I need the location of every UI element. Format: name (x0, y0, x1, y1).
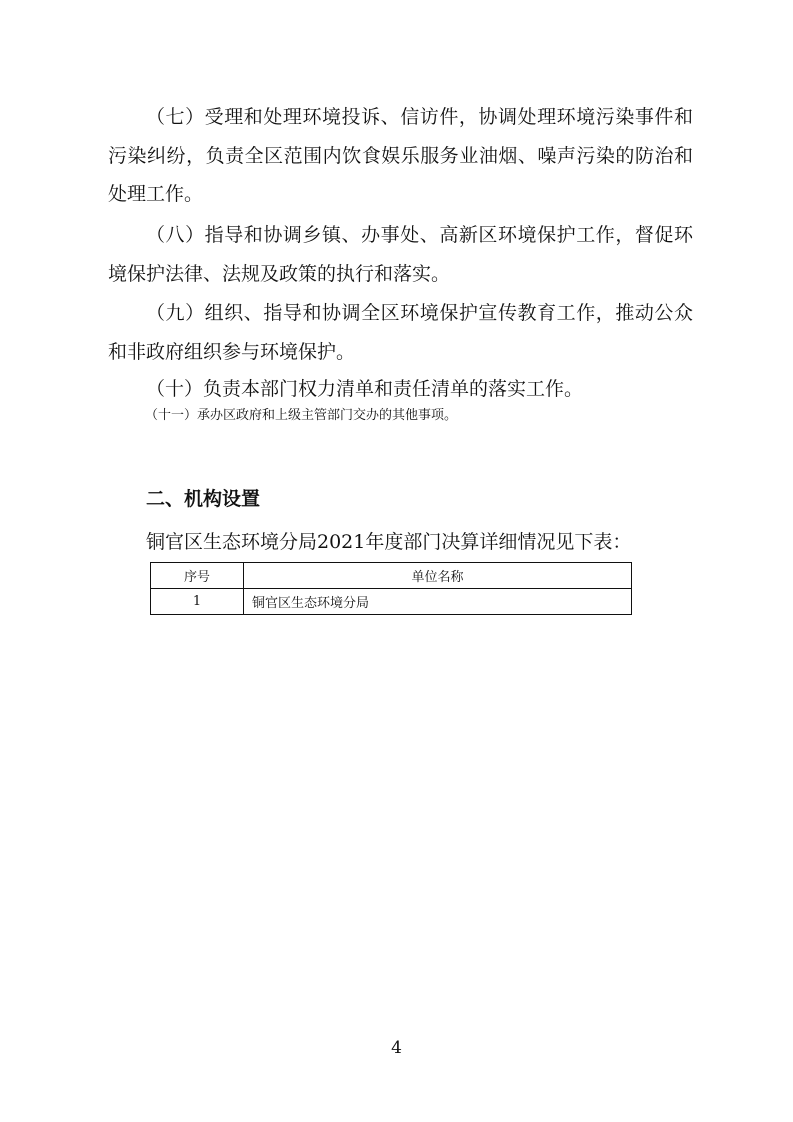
table-header-row (151, 563, 632, 589)
header-unit-name: 单位名称 (244, 563, 632, 589)
paragraph-item-10: （十）负责本部门权力清单和责任清单的落实工作。 (146, 378, 584, 400)
paragraph-item-8: （八）指导和协调乡镇、办事处、高新区环境保护工作，督促环境保护法律、法规及政策的执行和落实。 (108, 224, 693, 285)
paragraph-item-7: （七）受理和处理环境投诉、信访件，协调处理环境污染事件和污染纠纷，负责全区范围内饮食娱乐服务业油烟、噪声污染的防治和处理工作。 (108, 106, 693, 205)
table-intro: 铜官区生态环境分局2021年度部门决算详细情况见下表： (146, 531, 632, 553)
page-number: 4 (391, 1038, 402, 1058)
header-index: 序号 (151, 563, 244, 589)
paragraph-item-9: （九）组织、指导和协调全区环境保护宣传教育工作，推动公众和非政府组织参与环境保护。 (108, 302, 693, 363)
cell-unit-name: 铜官区生态环境分局 (244, 589, 632, 615)
table-row (151, 589, 632, 615)
cell-index: 1 (151, 589, 244, 615)
paragraph-item-11: （十一）承办区政府和上级主管部门交办的其他事项。 (145, 408, 458, 423)
section-heading: 二、机构设置 (146, 488, 261, 510)
unit-table (150, 562, 632, 615)
